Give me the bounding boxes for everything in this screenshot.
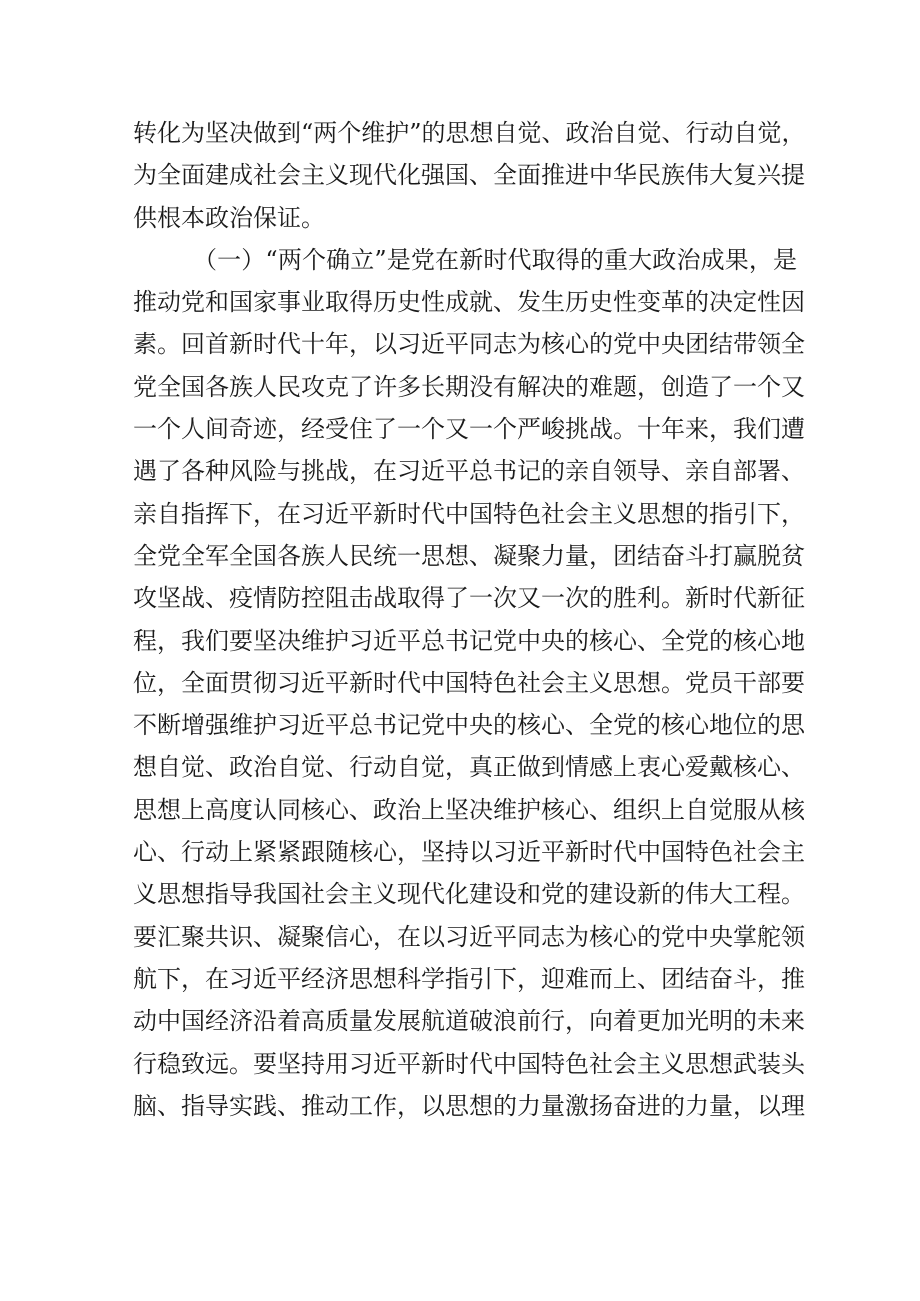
text-line: 航下，在习近平经济思想科学指引下，迎难而上、团结奋斗，推 xyxy=(133,964,805,993)
text-line: 位，全面贯彻习近平新时代中国特色社会主义思想。党员干部要 xyxy=(133,668,805,697)
text-line: 想自觉、政治自觉、行动自觉，真正做到情感上衷心爱戴核心、 xyxy=(133,753,805,782)
text-line: 脑、指导实践、推动工作，以思想的力量激扬奋进的力量，以理 xyxy=(133,1091,805,1120)
text-line: 动中国经济沿着高质量发展航道破浪前行，向着更加光明的未来 xyxy=(133,1007,805,1036)
text-line: 义思想指导我国社会主义现代化建设和党的建设新的伟大工程。 xyxy=(133,880,805,909)
text-line: 转化为坚决做到“两个维护”的思想自觉、政治自觉、行动自觉， xyxy=(133,119,806,147)
text-line: 遇了各种风险与挑战，在习近平总书记的亲自领导、亲自部署、 xyxy=(133,457,805,486)
text-line: 党全国各族人民攻克了许多长期没有解决的难题，创造了一个又 xyxy=(133,372,805,401)
text-line: 为全面建成社会主义现代化强国、全面推进中华民族伟大复兴提 xyxy=(133,161,805,190)
text-line: 程，我们要坚决维护习近平总书记党中央的核心、全党的核心地 xyxy=(133,626,805,655)
text-line: 一个人间奇迹，经受住了一个又一个严峻挑战。十年来，我们遭 xyxy=(133,415,805,444)
text-line: 不断增强维护习近平总书记党中央的核心、全党的核心地位的思 xyxy=(133,711,805,740)
document-body xyxy=(133,112,806,1127)
text-line: 全党全军全国各族人民统一思想、凝聚力量，团结奋斗打赢脱贫 xyxy=(133,541,805,570)
text-line: 心、行动上紧紧跟随核心，坚持以习近平新时代中国特色社会主 xyxy=(133,838,805,867)
text-line: 亲自指挥下，在习近平新时代中国特色社会主义思想的指引下， xyxy=(133,499,805,528)
text-line: 推动党和国家事业取得历史性成就、发生历史性变革的决定性因 xyxy=(133,288,805,317)
text-line: 攻坚战、疫情防控阻击战取得了一次又一次的胜利。新时代新征 xyxy=(133,584,805,613)
text-line: 思想上高度认同核心、政治上坚决维护核心、组织上自觉服从核 xyxy=(133,795,805,824)
paragraph xyxy=(133,112,806,239)
text-line: 行稳致远。要坚持用习近平新时代中国特色社会主义思想武装头 xyxy=(133,1049,805,1078)
text-line: （一）“两个确立”是党在新时代取得的重大政治成果，是 xyxy=(193,245,797,274)
text-line: 供根本政治保证。 xyxy=(133,203,325,232)
text-line: 要汇聚共识、凝聚信心，在以习近平同志为核心的党中央掌舵领 xyxy=(133,922,805,951)
text-line: 素。回首新时代十年，以习近平同志为核心的党中央团结带领全 xyxy=(133,330,805,359)
paragraph xyxy=(133,239,805,1127)
